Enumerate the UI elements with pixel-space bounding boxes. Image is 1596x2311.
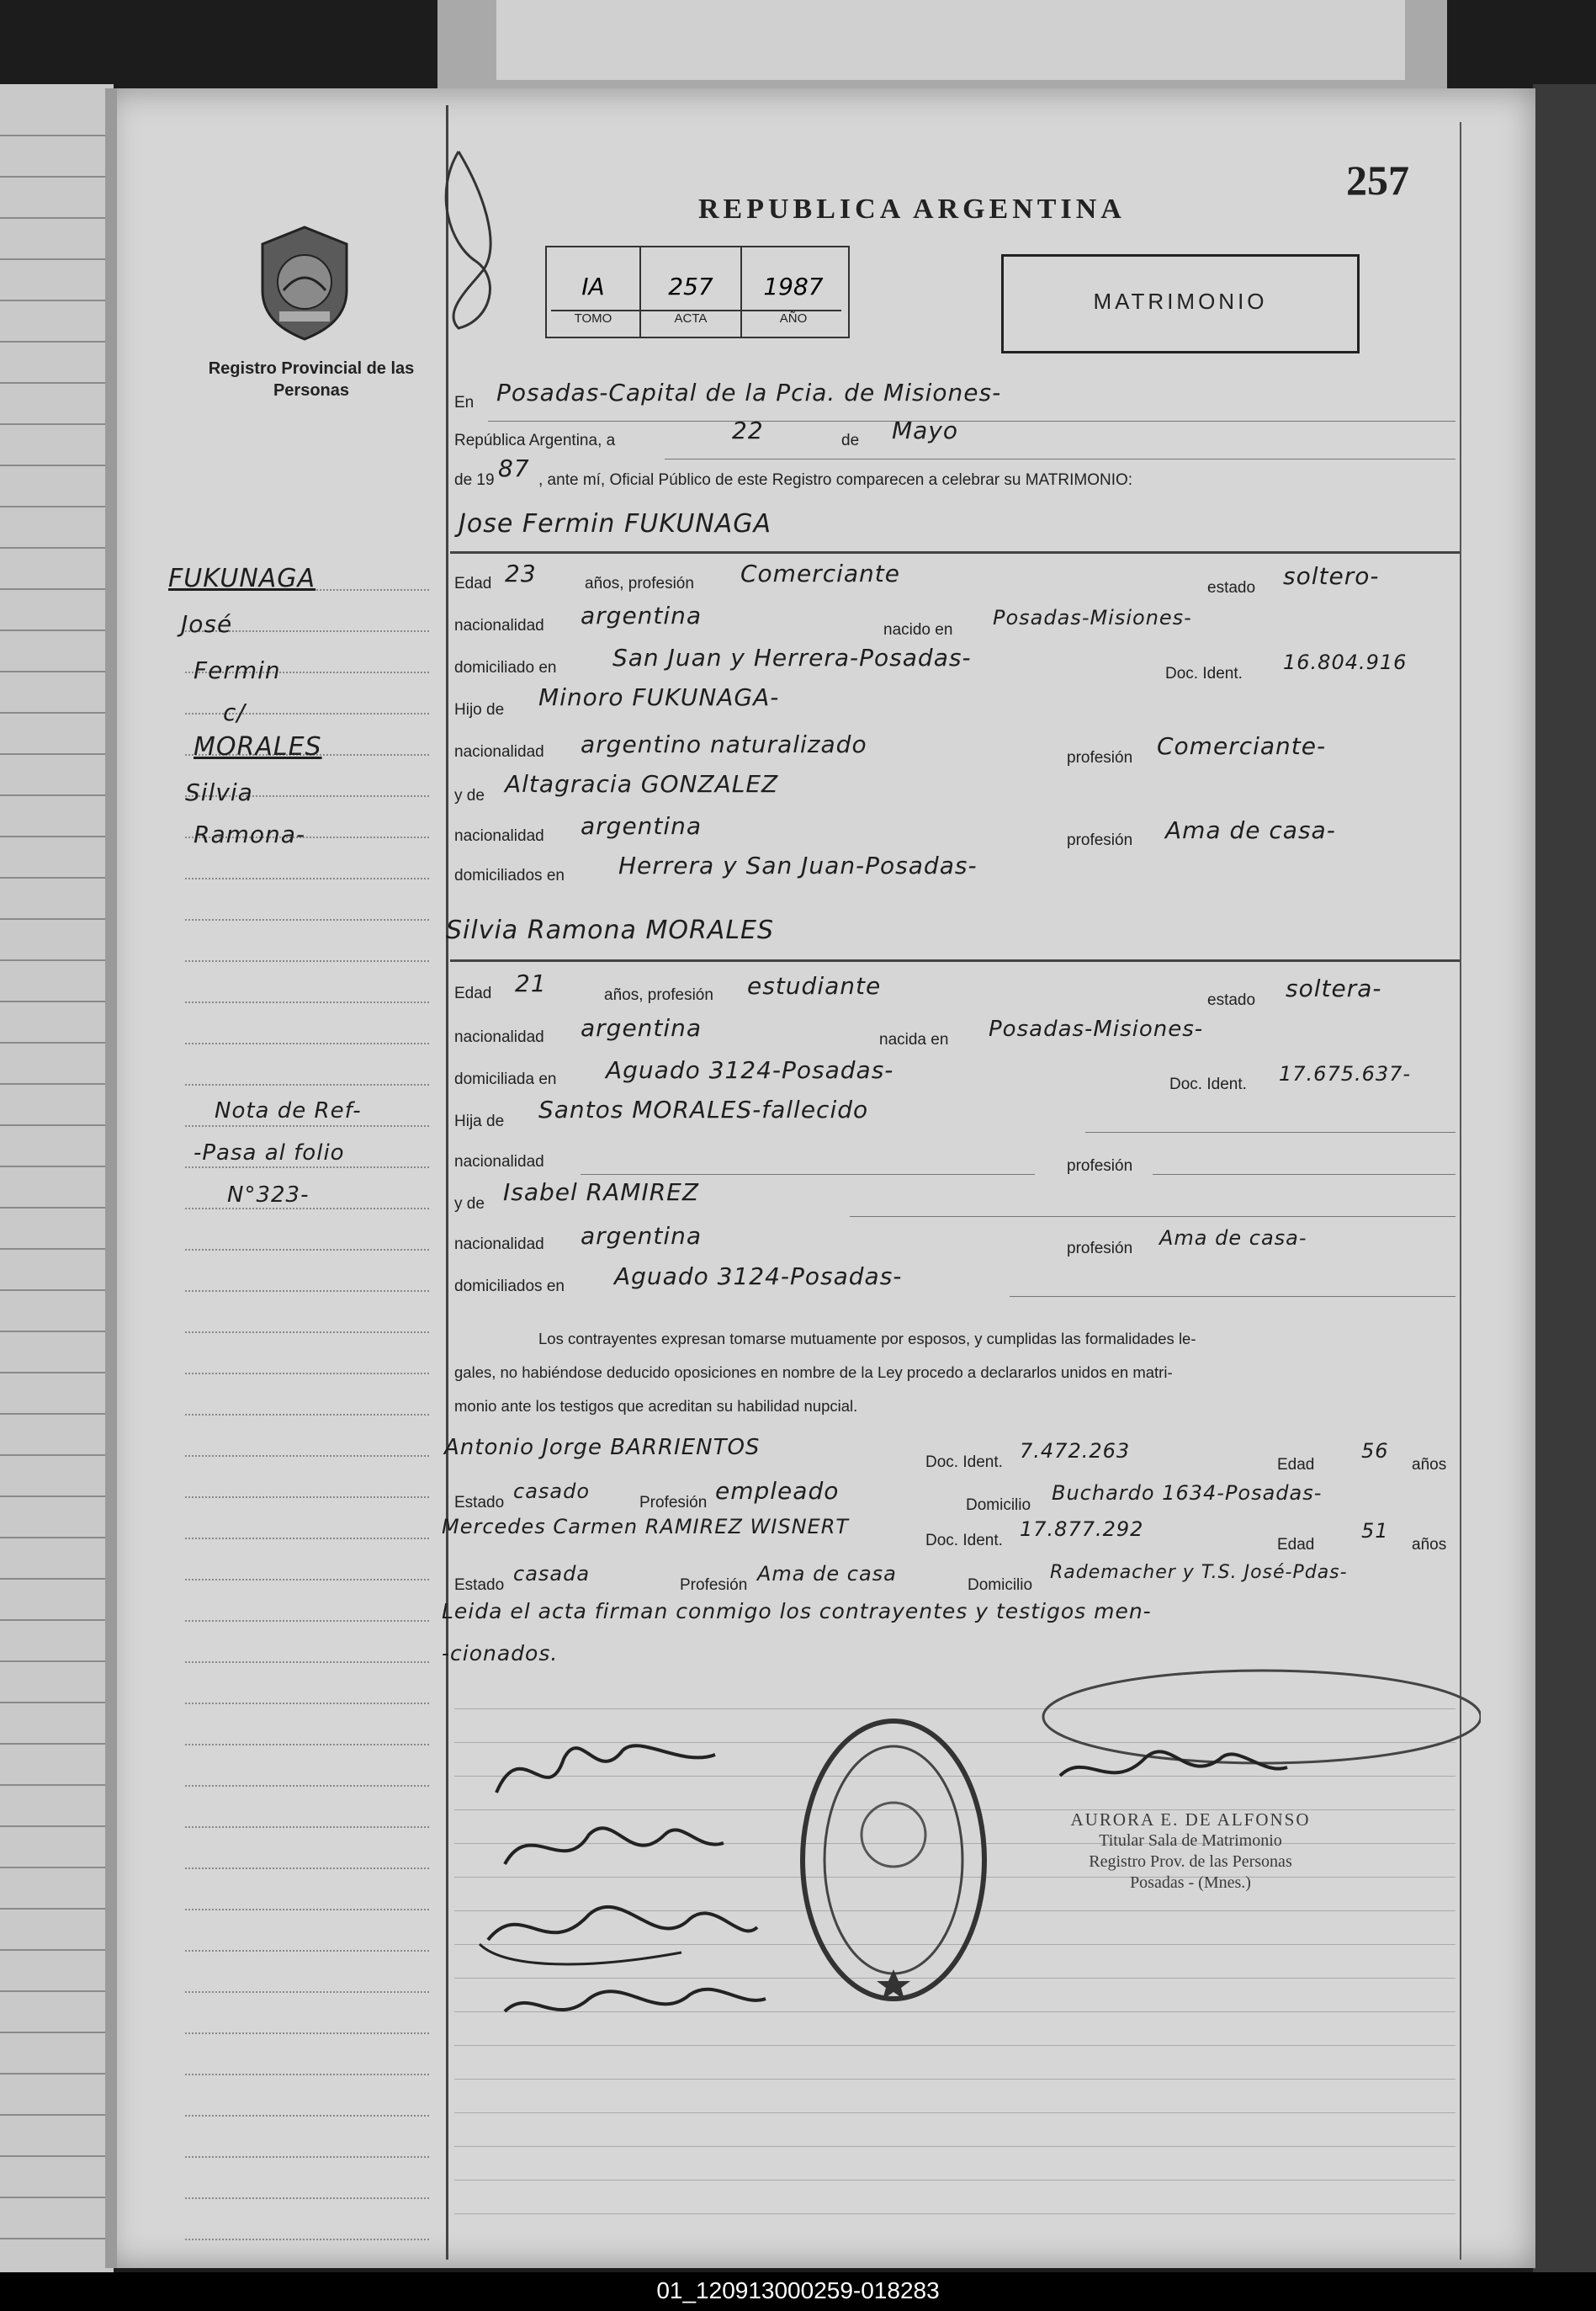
groom-mother-prof-label: profesión [1067, 831, 1133, 849]
left-page-rule [0, 1331, 114, 1332]
section-rule [450, 551, 1460, 554]
groom-doc: 16.804.916 [1283, 651, 1408, 674]
left-page-rule [0, 176, 114, 178]
groom-mother-prof: Ama de casa- [1165, 816, 1336, 844]
left-page-rule [0, 1619, 114, 1621]
margin-rule-line [185, 1414, 429, 1416]
margin-rule-line [185, 1001, 429, 1003]
margin-rule-line [185, 2239, 429, 2240]
left-page-rule [0, 1496, 114, 1497]
left-page-rule [0, 794, 114, 796]
rule [488, 421, 1455, 422]
groom-dom-label: domiciliado en [454, 659, 557, 677]
witness1-age: 56 [1361, 1439, 1389, 1463]
year-prefix: de 19 [454, 471, 495, 489]
officer-title: Titular Sala de Matrimonio [1099, 1831, 1282, 1850]
right-rule [1460, 122, 1461, 2260]
left-page-rule [0, 465, 114, 466]
groom-estado-label: estado [1207, 579, 1256, 597]
bride-nac-label: nacionalidad [454, 1028, 544, 1046]
bride-profession: estudiante [747, 972, 882, 1000]
margin-rule-line [185, 1496, 429, 1498]
witness2-profesion-label: Profesión [680, 1576, 748, 1594]
closing-line-2: -cionados. [442, 1641, 559, 1666]
rule [850, 1216, 1455, 1217]
margin-rule-line [185, 1249, 429, 1251]
bride-profesion-label: años, profesión [604, 986, 713, 1004]
bride-mother: Isabel RAMIREZ [503, 1178, 700, 1206]
left-page-rule [0, 341, 114, 343]
witness2-doc-label: Doc. Ident. [925, 1532, 1003, 1549]
margin-note-3: N°323- [227, 1182, 310, 1208]
left-page-rule [0, 1660, 114, 1662]
ante-text: , ante mí, Oficial Público de este Registro comparecen a celebrar su MATRIMONIO: [538, 471, 1133, 489]
margin-rule-line [185, 2156, 429, 2158]
signature-rule-line [454, 2180, 1455, 2181]
witness2-anos-label: años [1412, 1536, 1447, 1554]
groom-name: Jose Fermin FUKUNAGA [459, 509, 772, 539]
groom-profesion-label: años, profesión [585, 575, 694, 592]
left-page-rule [0, 423, 114, 425]
registry-title: Registro Provincial de las Personas [208, 359, 415, 400]
bride-father: Santos MORALES-fallecido [538, 1096, 869, 1124]
groom-edad-label: Edad [454, 575, 492, 592]
margin-bride-surname: MORALES [194, 732, 322, 762]
bride-dom-label: domiciliada en [454, 1070, 557, 1088]
witness2-status: casada [513, 1562, 591, 1586]
rule [1085, 1132, 1455, 1133]
margin-groom-surname: FUKUNAGA [168, 564, 316, 593]
year-suffix: 87 [498, 454, 530, 482]
groom-nationality: argentina [581, 602, 703, 630]
groom-address: San Juan y Herrera-Posadas- [612, 644, 972, 672]
witness1-profession: empleado [715, 1477, 840, 1505]
bride-nationality: argentina [581, 1014, 703, 1042]
margin-rule-line [185, 1166, 429, 1168]
signatures-icon [471, 1717, 841, 2037]
left-page-rule [0, 1867, 114, 1868]
left-page-rule [0, 1784, 114, 1786]
groom-birthplace: Posadas-Misiones- [993, 606, 1192, 630]
bride-father-prof-label: profesión [1067, 1157, 1133, 1175]
left-page-rule [0, 2114, 114, 2116]
left-page-rule [0, 1413, 114, 1415]
tomo-cell [547, 247, 641, 337]
margin-rule-line [185, 1290, 429, 1292]
tomo-label: TOMO [574, 311, 612, 326]
reference-divider [551, 310, 841, 311]
bride-address: Aguado 3124-Posadas- [606, 1056, 894, 1084]
declaration-line-2: gales, no habiéndose deducido oposiciones en nombre de la Ley procedo a declararlos unidos en matri- [454, 1363, 1173, 1381]
left-page-rule [0, 1248, 114, 1250]
officer-signature-icon [1010, 1650, 1481, 1818]
signature-rule-line [454, 2213, 1455, 2214]
reference-box [545, 246, 850, 338]
left-page-rule [0, 1001, 114, 1002]
margin-rule-line [185, 1208, 429, 1209]
witness1-status: casado [513, 1480, 591, 1503]
witness2-name: Mercedes Carmen RAMIREZ WISNERT [442, 1515, 850, 1538]
de-label: de [841, 432, 860, 449]
margin-rule-line [185, 1331, 429, 1333]
left-page-rule [0, 1166, 114, 1167]
month-value: Mayo [892, 417, 959, 444]
left-page-rule [0, 712, 114, 714]
officer-office: Registro Prov. de las Personas [1089, 1852, 1292, 1871]
margin-rule-line [185, 1950, 429, 1952]
margin-rule-line [185, 1826, 429, 1828]
acta-cell [641, 247, 742, 337]
groom-father-nat-label: nacionalidad [454, 743, 544, 761]
witness2-estado-label: Estado [454, 1576, 505, 1594]
left-page-rule [0, 217, 114, 219]
place-value: Posadas-Capital de la Pcia. de Misiones- [496, 379, 1002, 406]
section-rule [450, 959, 1460, 962]
official-stamp-icon [799, 1717, 989, 2003]
left-page-rule [0, 1372, 114, 1373]
page-number: 257 [1346, 157, 1409, 204]
groom-father: Minoro FUKUNAGA- [538, 683, 780, 711]
ano-cell [742, 247, 846, 337]
witness1-edad-label: Edad [1277, 1456, 1315, 1474]
left-page-rule [0, 1908, 114, 1910]
bride-mother-prof-label: profesión [1067, 1240, 1133, 1257]
left-page-rule [0, 2197, 114, 2198]
bride-mother-prof: Ama de casa- [1159, 1226, 1307, 1250]
witness1-name: Antonio Jorge BARRIENTOS [444, 1435, 761, 1460]
margin-rule-line [185, 713, 429, 715]
groom-parents-addr-label: domiciliados en [454, 867, 565, 885]
margin-rule-line [185, 919, 429, 921]
flourish-signature-icon [425, 143, 517, 337]
margin-rule-line [185, 1744, 429, 1745]
left-page-rule [0, 2032, 114, 2033]
bride-mother-label: y de [454, 1195, 485, 1213]
bride-birthplace: Posadas-Misiones- [989, 1017, 1204, 1042]
bride-edad-label: Edad [454, 985, 492, 1002]
left-page-rule [0, 753, 114, 755]
margin-rule-line [185, 1538, 429, 1539]
groom-profession: Comerciante [740, 560, 900, 587]
country-title: REPUBLICA ARGENTINA [698, 194, 1126, 225]
officer-name: AURORA E. DE ALFONSO [1070, 1809, 1311, 1830]
groom-parents-addr: Herrera y San Juan-Posadas- [618, 852, 978, 879]
margin-note-1: Nota de Ref- [215, 1098, 362, 1124]
image-caption: 01_120913000259-018283 [656, 2277, 940, 2303]
margin-rule-line [185, 1909, 429, 1910]
groom-father-prof-label: profesión [1067, 749, 1133, 767]
margin-rule-line [185, 1620, 429, 1622]
province-seal-icon [254, 223, 355, 341]
left-page-rule [0, 1825, 114, 1827]
left-page-rule [0, 1578, 114, 1580]
left-page-rule [0, 1124, 114, 1126]
margin-rule [446, 105, 448, 2260]
margin-rule-line [185, 1579, 429, 1581]
groom-father-prof: Comerciante- [1157, 732, 1327, 760]
left-page-rule [0, 547, 114, 549]
left-page-rule [0, 1949, 114, 1951]
margin-rule-line [185, 1373, 429, 1374]
left-page-rule [0, 2073, 114, 2075]
left-page-rule [0, 918, 114, 920]
left-page-rule [0, 630, 114, 631]
margin-rule-line [185, 2074, 429, 2075]
en-label: En [454, 394, 475, 412]
groom-doc-label: Doc. Ident. [1165, 665, 1243, 683]
groom-nac-label: nacionalidad [454, 617, 544, 635]
bride-doc-label: Doc. Ident. [1169, 1076, 1247, 1093]
left-page-rule [0, 1289, 114, 1291]
witness2-dom-label: Domicilio [968, 1576, 1033, 1594]
margin-rule-line [185, 1785, 429, 1787]
groom-father-nat: argentino naturalizado [581, 730, 867, 758]
left-page-rule [0, 135, 114, 136]
margin-rule-line [185, 1125, 429, 1127]
left-page-rule [0, 506, 114, 507]
left-page-rule [0, 1083, 114, 1085]
groom-age: 23 [505, 560, 537, 587]
left-page-rule [0, 1990, 114, 1992]
left-page-rule [0, 2155, 114, 2157]
left-page-rule [0, 836, 114, 837]
bride-mother-nat-label: nacionalidad [454, 1235, 544, 1253]
record-type-label: MATRIMONIO [1093, 289, 1268, 314]
left-page-rule [0, 258, 114, 260]
bride-doc: 17.675.637- [1279, 1062, 1412, 1086]
margin-groom-given-1: José [181, 610, 233, 638]
witness1-estado-label: Estado [454, 1494, 505, 1511]
witness2-address: Rademacher y T.S. José-Pdas- [1050, 1562, 1348, 1583]
groom-nacido-label: nacido en [883, 621, 953, 639]
left-page-rule [0, 1743, 114, 1745]
groom-status: soltero- [1283, 562, 1380, 590]
rule [1010, 1296, 1455, 1297]
bride-age: 21 [515, 970, 547, 997]
witness1-dom-label: Domicilio [966, 1496, 1031, 1514]
officer-block [1031, 1809, 1350, 1894]
rule [1153, 1174, 1455, 1175]
acta-value: 257 [668, 273, 713, 300]
day-value: 22 [732, 417, 764, 444]
left-page-edge [0, 84, 114, 2272]
bride-parents-addr-label: domiciliados en [454, 1278, 565, 1295]
bride-estado-label: estado [1207, 991, 1256, 1009]
margin-rule-line [185, 2032, 429, 2034]
rule [581, 1174, 1035, 1175]
left-page-rule [0, 2238, 114, 2239]
officer-city: Posadas - (Mnes.) [1130, 1873, 1251, 1892]
groom-mother: Altagracia GONZALEZ [505, 770, 779, 798]
republica-label: República Argentina, a [454, 432, 616, 449]
signature-rule-line [454, 2146, 1455, 2147]
left-page-rule [0, 588, 114, 590]
margin-rule-line [185, 1661, 429, 1663]
margin-rule-line [185, 2197, 429, 2199]
groom-mother-nat: argentina [581, 812, 703, 840]
margin-rule-line [185, 1043, 429, 1044]
margin-rule-line [185, 1991, 429, 1993]
margin-rule-line [185, 960, 429, 962]
book-right-edge [1533, 84, 1596, 2272]
margin-rule-line [185, 1084, 429, 1086]
witness2-edad-label: Edad [1277, 1536, 1315, 1554]
margin-bride-given-2: Ramona- [194, 821, 306, 848]
witness1-address: Buchardo 1634-Posadas- [1052, 1481, 1323, 1505]
signature-rule-line [454, 2045, 1455, 2046]
left-page-rule [0, 1454, 114, 1456]
declaration-line-1: Los contrayentes expresan tomarse mutuamente por esposos, y cumplidas las formalidades le- [538, 1330, 1196, 1347]
signature-rule-line [454, 2079, 1455, 2080]
acta-label: ACTA [674, 311, 708, 326]
left-page-rule [0, 671, 114, 672]
groom-mother-nat-label: nacionalidad [454, 827, 544, 845]
left-page-rule [0, 1207, 114, 1209]
margin-rule-line [185, 1703, 429, 1704]
left-page-rule [0, 300, 114, 301]
declaration-line-3: monio ante los testigos que acreditan su habilidad nupcial. [454, 1397, 858, 1415]
witness2-doc: 17.877.292 [1020, 1517, 1144, 1541]
margin-conjunction: c/ [223, 699, 246, 726]
left-page-rule [0, 382, 114, 384]
ano-value: 1987 [763, 273, 824, 300]
bride-father-label: Hija de [454, 1113, 505, 1130]
witness1-anos-label: años [1412, 1456, 1447, 1474]
witness1-doc: 7.472.263 [1020, 1439, 1131, 1463]
closing-line-1: Leida el acta firman conmigo los contrayentes y testigos men- [442, 1599, 1152, 1623]
witness1-profesion-label: Profesión [639, 1494, 708, 1511]
tomo-value: IA [581, 273, 605, 300]
book-next-page [496, 0, 1405, 80]
margin-note-2: -Pasa al folio [194, 1140, 345, 1166]
margin-rule-line [185, 1455, 429, 1457]
page-binding [105, 88, 117, 2268]
bride-status: soltera- [1286, 975, 1382, 1002]
left-page-rule [0, 959, 114, 961]
left-page-rule [0, 1702, 114, 1703]
rule [665, 459, 1455, 460]
margin-rule-line [185, 1867, 429, 1869]
groom-mother-label: y de [454, 787, 485, 805]
signature-rule-line [454, 2112, 1455, 2113]
margin-groom-given-2: Fermin [194, 656, 281, 684]
witness1-doc-label: Doc. Ident. [925, 1453, 1003, 1471]
bride-name: Silvia Ramona MORALES [446, 916, 775, 945]
bride-parents-addr: Aguado 3124-Posadas- [614, 1262, 903, 1290]
groom-father-label: Hijo de [454, 701, 505, 719]
margin-bride-given-1: Silvia [185, 778, 253, 806]
margin-rule-line [185, 878, 429, 879]
left-page-rule [0, 1537, 114, 1538]
left-page-rule [0, 1042, 114, 1044]
witness2-age: 51 [1361, 1519, 1389, 1543]
bride-mother-nat: argentina [581, 1222, 703, 1250]
bride-father-nat-label: nacionalidad [454, 1153, 544, 1171]
bride-nacida-label: nacida en [879, 1031, 949, 1049]
ano-label: AÑO [779, 311, 808, 326]
witness2-profession: Ama de casa [757, 1562, 897, 1586]
left-page-rule [0, 877, 114, 879]
margin-rule-line [185, 2115, 429, 2117]
